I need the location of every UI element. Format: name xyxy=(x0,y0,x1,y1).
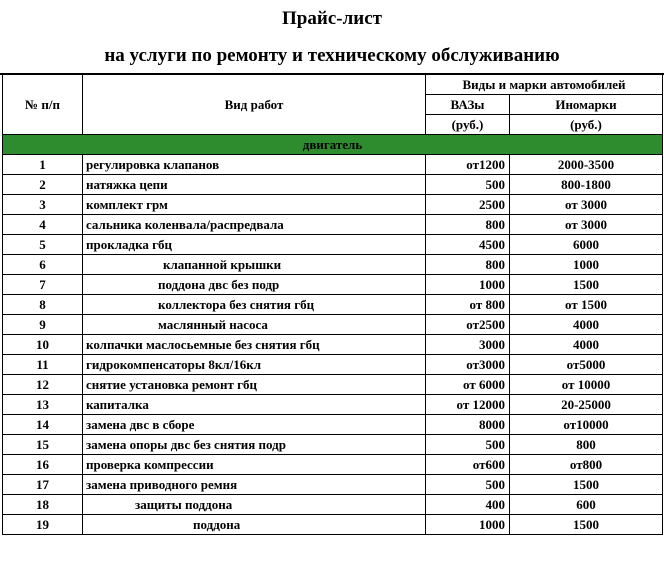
row-work: капиталка xyxy=(83,395,426,415)
row-work: натяжка цепи xyxy=(83,175,426,195)
row-work: снятие установка ремонт гбц xyxy=(83,375,426,395)
header-num: № п/п xyxy=(3,75,83,135)
row-vaz-price: 3000 xyxy=(426,335,510,355)
price-table xyxy=(2,74,663,535)
row-foreign-price: от 3000 xyxy=(510,215,663,235)
row-number: 7 xyxy=(3,275,83,295)
row-number: 15 xyxy=(3,435,83,455)
table-row xyxy=(3,375,663,395)
row-number: 2 xyxy=(3,175,83,195)
row-vaz-price: 800 xyxy=(426,215,510,235)
row-foreign-price: от800 xyxy=(510,455,663,475)
row-vaz-price: от 800 xyxy=(426,295,510,315)
table-row xyxy=(3,215,663,235)
row-foreign-price: 600 xyxy=(510,495,663,515)
section-engine: двигатель xyxy=(3,135,663,155)
table-row xyxy=(3,255,663,275)
row-work: прокладка гбц xyxy=(83,235,426,255)
header-ino: Иномарки xyxy=(510,95,663,115)
row-foreign-price: от 10000 xyxy=(510,375,663,395)
row-vaz-price: 500 xyxy=(426,475,510,495)
row-foreign-price: 4000 xyxy=(510,335,663,355)
row-vaz-price: от600 xyxy=(426,455,510,475)
row-work: гидрокомпенсаторы 8кл/16кл xyxy=(83,355,426,375)
table-row xyxy=(3,395,663,415)
row-foreign-price: 20-25000 xyxy=(510,395,663,415)
row-work: комплект грм xyxy=(83,195,426,215)
row-foreign-price: от 3000 xyxy=(510,195,663,215)
row-work: проверка компрессии xyxy=(83,455,426,475)
table-row xyxy=(3,335,663,355)
row-number: 1 xyxy=(3,155,83,175)
row-number: 3 xyxy=(3,195,83,215)
row-work: замена приводного ремня xyxy=(83,475,426,495)
row-number: 10 xyxy=(3,335,83,355)
table-row xyxy=(3,155,663,175)
row-foreign-price: 1500 xyxy=(510,475,663,495)
row-vaz-price: 500 xyxy=(426,175,510,195)
row-vaz-price: от 6000 xyxy=(426,375,510,395)
header-group: Виды и марки автомобилей xyxy=(426,75,663,95)
row-number: 14 xyxy=(3,415,83,435)
row-foreign-price: 1500 xyxy=(510,275,663,295)
header-vaz: ВАЗы xyxy=(426,95,510,115)
row-vaz-price: 2500 xyxy=(426,195,510,215)
row-work: замена двс в сборе xyxy=(83,415,426,435)
row-work: маслянный насоса xyxy=(83,315,426,335)
header-work: Вид работ xyxy=(83,75,426,135)
row-foreign-price: от10000 xyxy=(510,415,663,435)
row-number: 17 xyxy=(3,475,83,495)
page-subtitle: на услуги по ремонту и техническому обслуживанию xyxy=(104,45,560,66)
table-row xyxy=(3,175,663,195)
table-row xyxy=(3,315,663,335)
row-number: 18 xyxy=(3,495,83,515)
row-number: 8 xyxy=(3,295,83,315)
table-row xyxy=(3,275,663,295)
row-work: клапанной крышки xyxy=(83,255,426,275)
row-vaz-price: 1000 xyxy=(426,515,510,535)
header-vaz-unit: (руб.) xyxy=(426,115,510,135)
row-number: 4 xyxy=(3,215,83,235)
table-row xyxy=(3,455,663,475)
table-row xyxy=(3,415,663,435)
page-title: Прайс-лист xyxy=(282,8,382,29)
row-work: колпачки маслосьемные без снятия гбц xyxy=(83,335,426,355)
row-work: сальника коленвала/распредвала xyxy=(83,215,426,235)
row-work: регулировка клапанов xyxy=(83,155,426,175)
table-row xyxy=(3,295,663,315)
row-number: 6 xyxy=(3,255,83,275)
row-vaz-price: от 12000 xyxy=(426,395,510,415)
table-row xyxy=(3,515,663,535)
row-work: коллектора без снятия гбц xyxy=(83,295,426,315)
table-row xyxy=(3,435,663,455)
table-row xyxy=(3,495,663,515)
row-foreign-price: 1000 xyxy=(510,255,663,275)
row-work: защиты поддона xyxy=(83,495,426,515)
row-vaz-price: 1000 xyxy=(426,275,510,295)
row-vaz-price: 400 xyxy=(426,495,510,515)
row-foreign-price: от5000 xyxy=(510,355,663,375)
row-vaz-price: 500 xyxy=(426,435,510,455)
row-work: поддона двс без подр xyxy=(83,275,426,295)
row-number: 9 xyxy=(3,315,83,335)
row-foreign-price: 800 xyxy=(510,435,663,455)
row-number: 19 xyxy=(3,515,83,535)
row-vaz-price: 8000 xyxy=(426,415,510,435)
table-row xyxy=(3,355,663,375)
row-vaz-price: 800 xyxy=(426,255,510,275)
row-foreign-price: 6000 xyxy=(510,235,663,255)
row-work: замена опоры двс без снятия подр xyxy=(83,435,426,455)
header-ino-unit: (руб.) xyxy=(510,115,663,135)
row-number: 12 xyxy=(3,375,83,395)
row-vaz-price: от1200 xyxy=(426,155,510,175)
row-vaz-price: от3000 xyxy=(426,355,510,375)
row-foreign-price: 1500 xyxy=(510,515,663,535)
table-row xyxy=(3,195,663,215)
row-number: 13 xyxy=(3,395,83,415)
table-row xyxy=(3,235,663,255)
row-number: 16 xyxy=(3,455,83,475)
row-foreign-price: 800-1800 xyxy=(510,175,663,195)
row-number: 11 xyxy=(3,355,83,375)
row-vaz-price: от2500 xyxy=(426,315,510,335)
row-vaz-price: 4500 xyxy=(426,235,510,255)
row-foreign-price: 4000 xyxy=(510,315,663,335)
row-number: 5 xyxy=(3,235,83,255)
row-work: поддона xyxy=(83,515,426,535)
row-foreign-price: 2000-3500 xyxy=(510,155,663,175)
table-row xyxy=(3,475,663,495)
row-foreign-price: от 1500 xyxy=(510,295,663,315)
